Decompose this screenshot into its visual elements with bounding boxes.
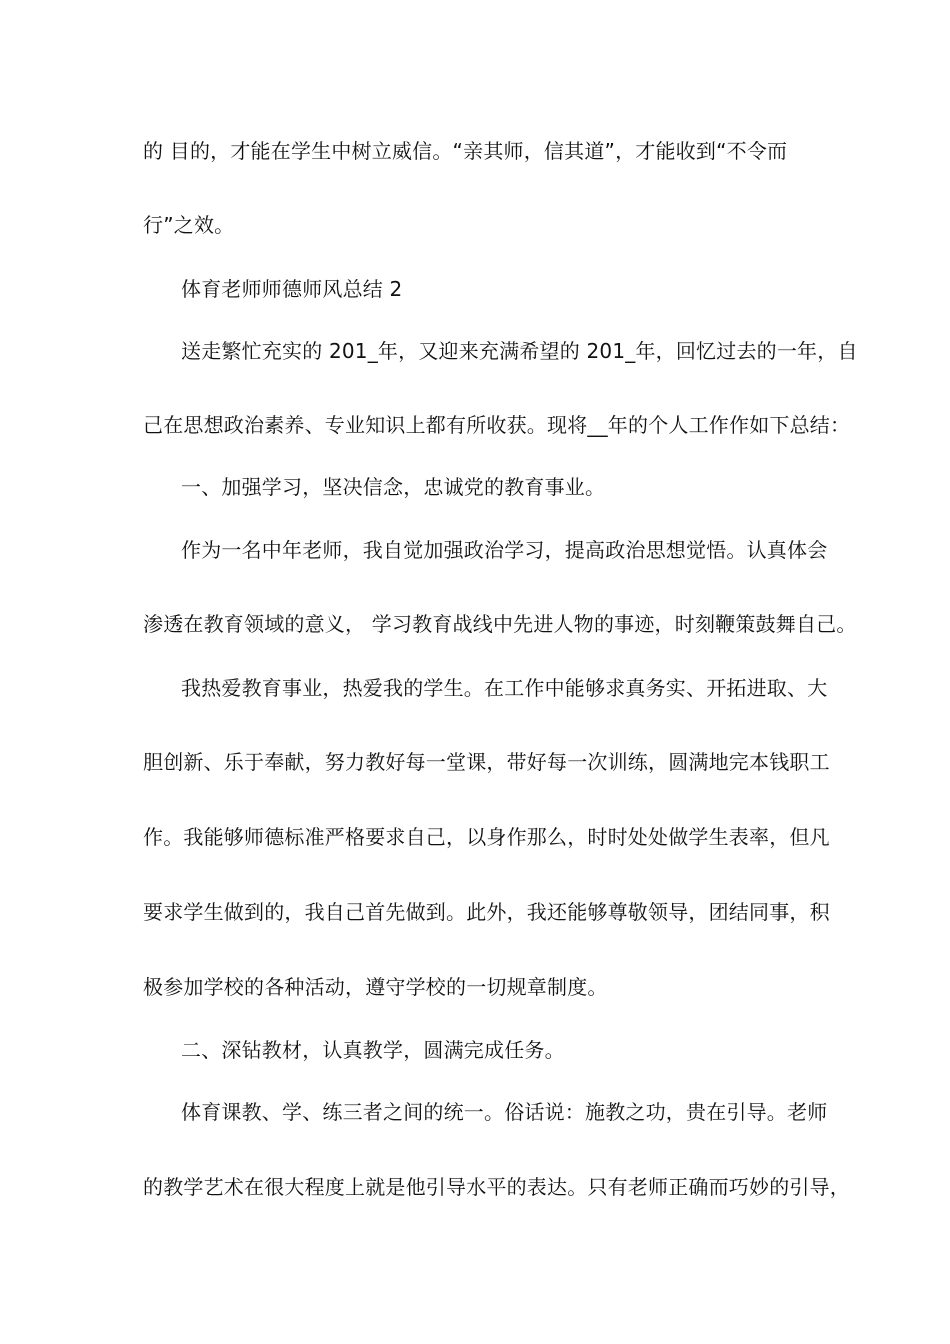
paragraph-line: 胆创新、乐于奉献，努力教好每一堂课，带好每一次训练，圆满地完本钱职工 bbox=[143, 750, 830, 774]
paragraph-line: 要求学生做到的，我自己首先做到。此外，我还能够尊敬领导，团结同事，积 bbox=[143, 900, 830, 924]
paragraph-line: 我热爱教育事业，热爱我的学生。在工作中能够求真务实、开拓进取、大 bbox=[181, 676, 828, 700]
subheading: 二、深钻教材，认真教学，圆满完成任务。 bbox=[181, 1038, 565, 1062]
paragraph-line: 己在思想政治素养、专业知识上都有所收获。现将__年的个人工作作如下总结： bbox=[143, 413, 851, 437]
paragraph-line: 的 目的，才能在学生中树立威信。“亲其师，信其道”，才能收到“不令而 bbox=[143, 139, 788, 163]
paragraph-line: 渗透在教育领域的意义， 学习教育战线中先进人物的事迹，时刻鞭策鼓舞自己。 bbox=[143, 612, 857, 636]
paragraph-line: 送走繁忙充实的 201_年，又迎来充满希望的 201_年，回忆过去的一年，自 bbox=[181, 339, 858, 363]
paragraph-line: 的教学艺术在很大程度上就是他引导水平的表达。只有老师正确而巧妙的引导， bbox=[143, 1175, 850, 1199]
paragraph-line: 作为一名中年老师，我自觉加强政治学习，提高政治思想觉悟。认真体会 bbox=[181, 538, 828, 562]
section-heading: 体育老师师德师风总结 2 bbox=[181, 277, 403, 301]
paragraph-line: 行”之效。 bbox=[143, 213, 235, 237]
paragraph-line: 体育课教、学、练三者之间的统一。俗话说：施教之功，贵在引导。老师 bbox=[181, 1100, 828, 1124]
paragraph-line: 作。我能够师德标准严格要求自己，以身作那么，时时处处做学生表率，但凡 bbox=[143, 825, 830, 849]
subheading: 一、加强学习，坚决信念，忠诚党的教育事业。 bbox=[181, 475, 606, 499]
paragraph-line: 极参加学校的各种活动，遵守学校的一切规章制度。 bbox=[143, 975, 608, 999]
